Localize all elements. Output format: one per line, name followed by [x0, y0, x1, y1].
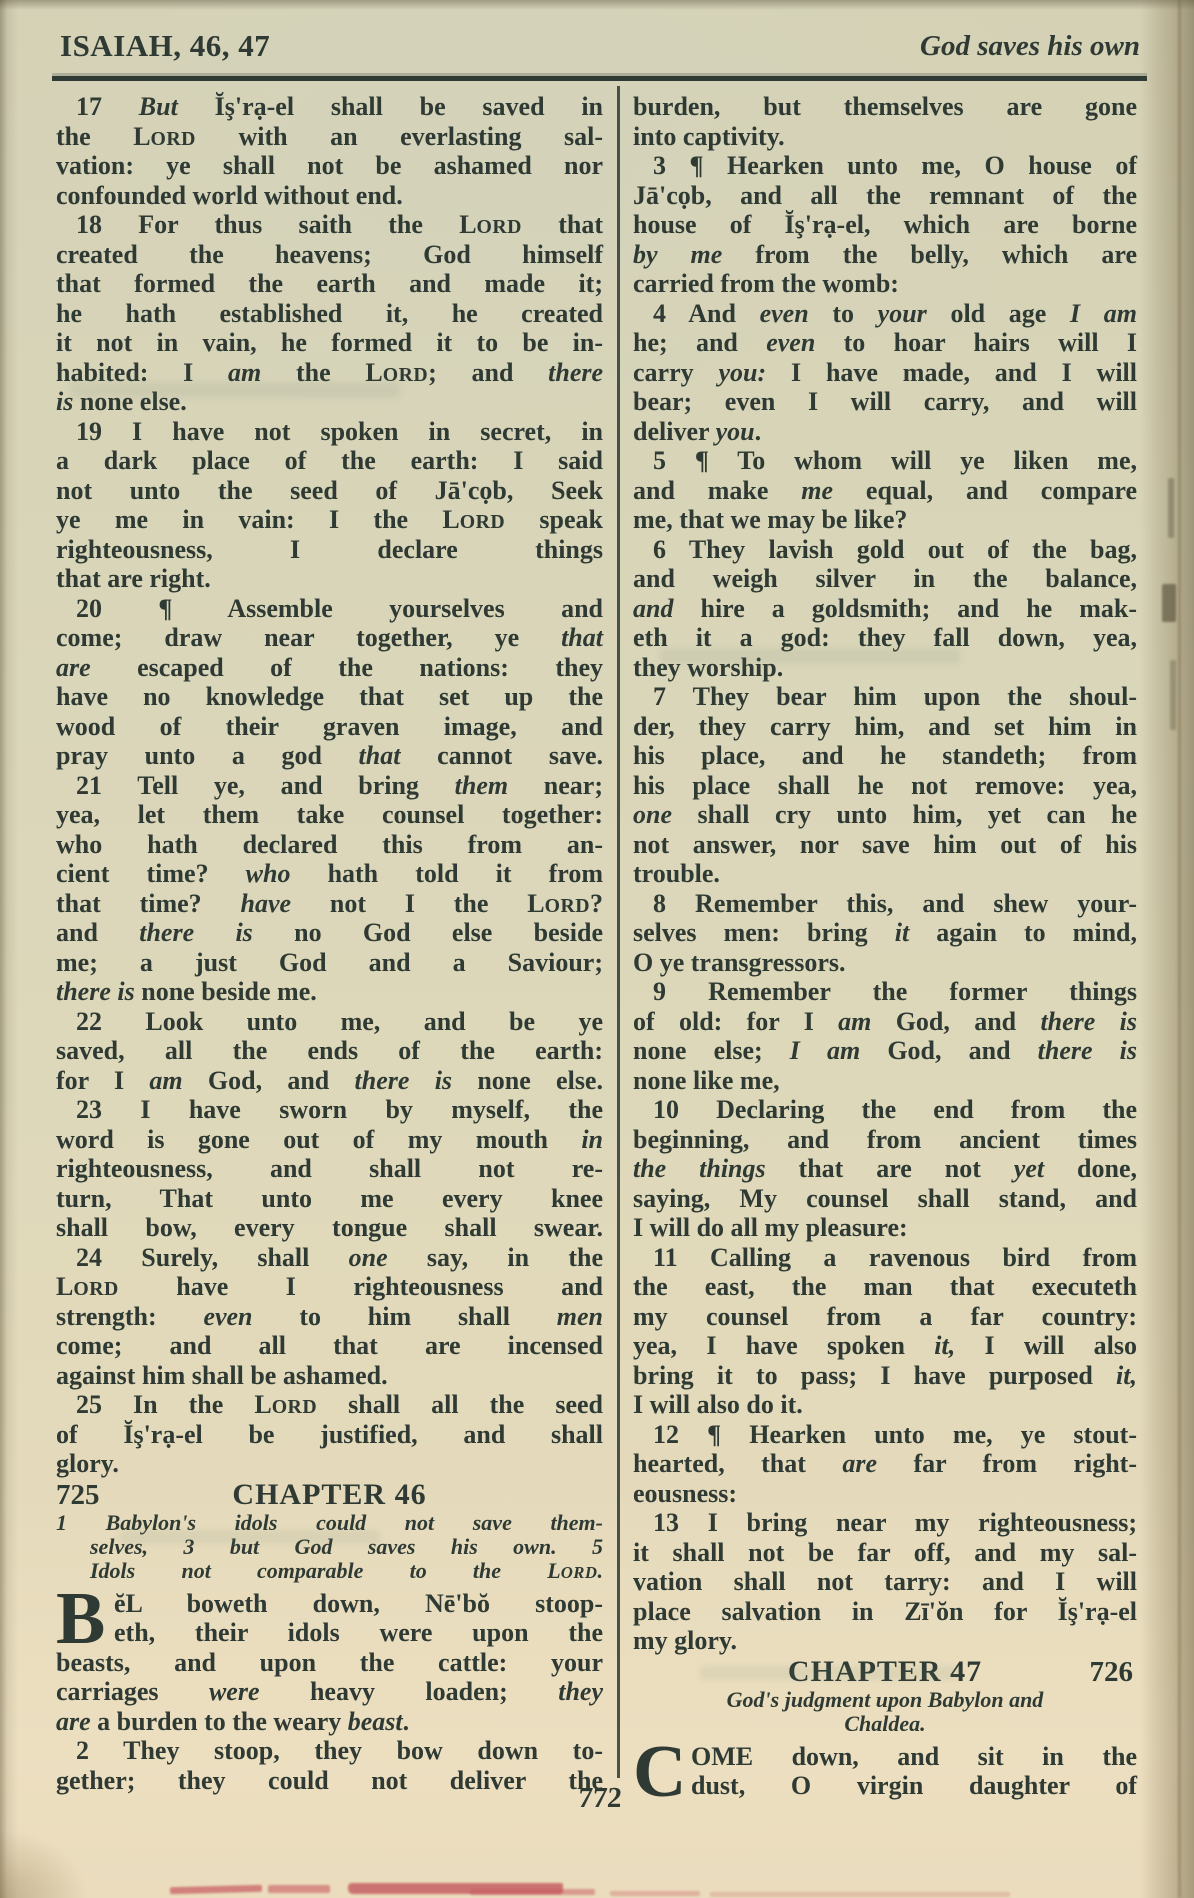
verse-line: 4 And even to your old age I am: [653, 298, 1137, 328]
page-edge-top-shadow: [0, 0, 1194, 10]
verse-line: there is none beside me.: [56, 977, 317, 1006]
verse-line: Jā'cọb, and all the remnant of the: [633, 180, 1137, 210]
verse-line: one shall cry unto him, yet can he: [633, 800, 1137, 829]
verse-line: 3 ¶ Hearken unto me, O house of: [653, 151, 1137, 180]
verse-line: it shall not be far off, and my sal-: [633, 1537, 1137, 1567]
verse-line: saying, My counsel shall stand, and: [633, 1183, 1137, 1213]
verse-line: he hath established it, he created: [56, 298, 603, 328]
red-edge-stain: [470, 1889, 595, 1895]
verse-line: who hath declared this from an-: [56, 829, 603, 859]
verse-line: eth it a god: they fall down, yea,: [633, 623, 1137, 652]
verse-line: 21 Tell ye, and bring them near;: [76, 770, 603, 800]
verse-line: 13 I bring near my righteousness;: [653, 1508, 1137, 1537]
verse-line: have no knowledge that set up the: [56, 682, 603, 711]
red-edge-stain: [610, 1891, 700, 1896]
verse-line: 17 But Ĭş'rạ-el shall be saved in: [76, 92, 604, 121]
small-caps-text: ORD: [544, 894, 590, 917]
verse-line: selves men: bring it again to mind,: [633, 918, 1137, 947]
verse-line: beginning, and from ancient times: [633, 1124, 1137, 1154]
ink-showthrough: [660, 648, 960, 664]
verse-line: eousness:: [633, 1478, 738, 1508]
verse-line: not unto the seed of Jā'cọb, Seek: [56, 475, 603, 505]
verse-line: 20 ¶ Assemble yourselves and: [76, 593, 603, 623]
verse-line: a dark place of the earth: I said: [56, 446, 603, 475]
verse-line: yea, let them take counsel together:: [56, 800, 603, 829]
right-column: [633, 88, 1138, 1813]
verse-line: 10 Declaring the end from the: [653, 1095, 1137, 1124]
verse-line: habited: I am the LORD; and there: [56, 357, 604, 387]
verse-line: house of Ĭş'rạ-el, which are borne: [633, 210, 1137, 239]
small-caps-text: ORD: [150, 127, 196, 150]
small-caps-text: ORD: [271, 1396, 318, 1418]
verse-line: by me from the belly, which are: [633, 239, 1137, 269]
verse-line: carry you: I have made, and I will: [633, 357, 1137, 387]
small-caps-text: ORD: [459, 511, 506, 533]
verse-line: that time? have not I the LORD?: [56, 888, 603, 918]
chapter-summary-line: Idols not comparable to the LORD.: [90, 1557, 603, 1583]
verse-line: are escaped of the nations: they: [56, 652, 603, 682]
verse-line: saved, all the ends of the earth:: [56, 1036, 603, 1065]
ink-showthrough: [120, 1530, 380, 1544]
page-edge-left-shadow: [0, 0, 18, 1898]
verse-line: the things that are not yet done,: [633, 1154, 1137, 1183]
page-number: 772: [577, 1782, 623, 1814]
verse-line: ĕL boweth down, Nē'bŏ stoop-: [114, 1588, 603, 1618]
verse-line: wood of their graven image, and: [56, 711, 603, 741]
page-edge-mark: [1170, 660, 1176, 730]
verse-line: 6 They lavish gold out of the bag,: [653, 534, 1137, 564]
verse-line: come; and all that are incensed: [56, 1331, 603, 1360]
verse-line: of old: for I am God, and there is: [633, 1006, 1137, 1036]
verse-line: LORD have I righteousness and: [56, 1272, 603, 1301]
red-edge-stain: [170, 1885, 262, 1894]
verse-line: and there is no God else beside: [56, 918, 603, 947]
verse-line: 22 Look unto me, and be ye: [76, 1006, 603, 1036]
verse-line: 12 ¶ Hearken unto me, ye stout-: [653, 1419, 1137, 1449]
verse-line: my glory.: [633, 1626, 737, 1655]
verse-line: the LORD with an everlasting sal-: [56, 121, 603, 151]
verse-line: shall bow, every tongue shall swear.: [56, 1213, 603, 1242]
verse-line: 5 ¶ To whom will ye liken me,: [653, 446, 1137, 475]
verse-line: burden, but themselves are gone: [633, 92, 1137, 121]
verse-line: he; and even to hoar hairs will I: [633, 328, 1137, 357]
verse-line: into captivity.: [633, 121, 785, 151]
verse-line: 2 They stoop, they bow down to-: [76, 1736, 603, 1765]
verse-line: vation: ye shall not be ashamed nor: [56, 151, 603, 180]
running-header-subject: God saves his own: [920, 30, 1140, 62]
running-header: [56, 28, 1140, 68]
page-edge-mark: [1162, 584, 1176, 622]
verse-line: 24 Surely, shall one say, in the: [76, 1242, 603, 1272]
bottom-left-corner-shadow: [0, 1828, 90, 1898]
verse-line: yea, I have spoken it, I will also: [633, 1331, 1137, 1360]
verse-line: created the heavens; God himself: [56, 239, 603, 269]
verse-line: carriages were heavy loaden; they: [56, 1677, 603, 1706]
verse-line: 8 Remember this, and shew your-: [653, 888, 1137, 918]
page-edge-mark: [1168, 478, 1174, 538]
verse-line: my counsel from a far country:: [633, 1301, 1137, 1331]
chapter-summary-line: selves, 3 but God saves his own. 5: [90, 1533, 603, 1559]
verse-line: beasts, and upon the cattle: your: [56, 1647, 603, 1677]
red-edge-stain: [710, 1892, 1010, 1897]
verse-line: 19 I have not spoken in secret, in: [76, 416, 603, 446]
verse-line: 18 For thus saith the LORD that: [76, 210, 604, 239]
page-edge-crease: [1178, 0, 1181, 1898]
page-edge-right-shadow: [1140, 0, 1194, 1898]
verse-line: his place shall he not remove: yea,: [633, 770, 1137, 800]
chapter-summary-line: 1 Babylon's idols could not save them-: [56, 1509, 603, 1535]
verse-line: turn, That unto me every knee: [56, 1183, 603, 1213]
verse-line: vation shall not tarry: and I will: [633, 1567, 1137, 1596]
verse-line: of Ĭş'rạ-el be justified, and shall: [56, 1419, 603, 1449]
verse-line: glory.: [56, 1449, 119, 1478]
verse-line: eth, their idols were upon the: [114, 1618, 603, 1647]
verse-line: dust, O virgin daughter of: [691, 1771, 1137, 1800]
verse-line: the east, the man that executeth: [633, 1272, 1137, 1301]
chapter-heading: CHAPTER 46: [232, 1477, 427, 1511]
verse-line: 23 I have sworn by myself, the: [76, 1095, 603, 1124]
red-edge-stain: [268, 1885, 330, 1893]
verse-line: righteousness, and shall not re-: [56, 1154, 603, 1183]
verse-line: 25 In the LORD shall all the seed: [76, 1390, 604, 1419]
small-caps-text: ORD: [73, 1278, 119, 1300]
verse-line: and weigh silver in the balance,: [633, 564, 1137, 593]
running-header-book-title: ISAIAH, 46, 47: [60, 28, 271, 63]
verse-line: deliver you.: [633, 416, 762, 446]
verse-line: that formed the earth and made it;: [56, 269, 603, 298]
verse-line: his place, and he standeth; from: [633, 741, 1137, 770]
verse-line: bring it to pass; I have purposed it,: [633, 1360, 1137, 1390]
chapter-heading: CHAPTER 47: [787, 1654, 983, 1688]
verse-line: not answer, nor save him out of his: [633, 829, 1137, 859]
verse-line: pray unto a god that cannot save.: [56, 741, 603, 770]
verse-line: confounded world without end.: [56, 180, 403, 210]
verse-line: come; draw near together, ye that: [56, 623, 603, 652]
small-caps-text: ORD: [382, 363, 429, 386]
page-locator-number: 726: [1089, 1655, 1133, 1688]
drop-cap-paragraph: [633, 1730, 1137, 1813]
verse-line: 9 Remember the former things: [653, 977, 1137, 1006]
verse-line: 11 Calling a ravenous bird from: [653, 1242, 1137, 1272]
verse-line: ye me in vain: I the LORD speak: [56, 505, 603, 534]
verse-line: I will also do it.: [633, 1390, 803, 1419]
verse-line: I will do all my pleasure:: [633, 1213, 908, 1242]
verse-line: hearted, that are far from right-: [633, 1449, 1137, 1478]
verse-line: and make me equal, and compare: [633, 475, 1138, 505]
chapter-summary-line: God's judgment upon Babylon and: [726, 1686, 1044, 1712]
ink-showthrough: [700, 1666, 960, 1680]
verse-line: are a burden to the weary beast.: [56, 1706, 410, 1736]
verse-line: strength: even to him shall men: [56, 1301, 604, 1331]
ink-showthrough: [70, 382, 400, 398]
header-rule: [52, 76, 1147, 81]
drop-cap-paragraph: [56, 1577, 603, 1660]
verse-line: word is gone out of my mouth in: [56, 1124, 603, 1154]
verse-line: for I am God, and there is none else.: [56, 1065, 603, 1095]
drop-cap-letter: C: [633, 1730, 687, 1813]
verse-line: gether; they could not deliver the: [56, 1765, 603, 1795]
verse-line: me, that we may be like?: [633, 505, 908, 534]
verse-line: it not in vain, he formed it to be in-: [56, 328, 603, 357]
verse-line: cient time? who hath told it from: [56, 859, 603, 888]
verse-line: is none else.: [56, 387, 187, 416]
verse-line: trouble.: [633, 859, 720, 888]
verse-line: against him shall be ashamed.: [56, 1360, 388, 1390]
small-caps-text: ORD: [560, 1562, 598, 1582]
verse-line: none like me,: [633, 1065, 780, 1095]
verse-line: OME down, and sit in the: [691, 1741, 1137, 1771]
column-divider: [617, 86, 620, 1778]
verse-line: and hire a goldsmith; and he mak-: [633, 593, 1137, 623]
verse-line: O ye transgressors.: [633, 947, 846, 977]
verse-line: they worship.: [633, 652, 784, 682]
drop-cap-letter: B: [56, 1577, 106, 1660]
verse-line: der, they carry him, and set him in: [633, 711, 1137, 741]
verse-line: that are right.: [56, 564, 211, 593]
verse-line: righteousness, I declare things: [56, 534, 603, 564]
verse-line: me; a just God and a Saviour;: [56, 947, 603, 977]
verse-line: 7 They bear him upon the shoul-: [653, 682, 1137, 711]
verse-line: place salvation in Zī'ŏn for Ĭş'rạ-el: [633, 1596, 1137, 1626]
verse-line: none else; I am God, and there is: [633, 1036, 1137, 1065]
chapter-heading-row: [56, 1479, 603, 1511]
verse-line: carried from the womb:: [633, 269, 899, 298]
chapter-summary-line: Chaldea.: [844, 1710, 926, 1736]
page-locator-number: 725: [56, 1478, 100, 1511]
small-caps-text: ORD: [476, 216, 522, 238]
verse-line: bear; even I will carry, and will: [633, 387, 1137, 416]
